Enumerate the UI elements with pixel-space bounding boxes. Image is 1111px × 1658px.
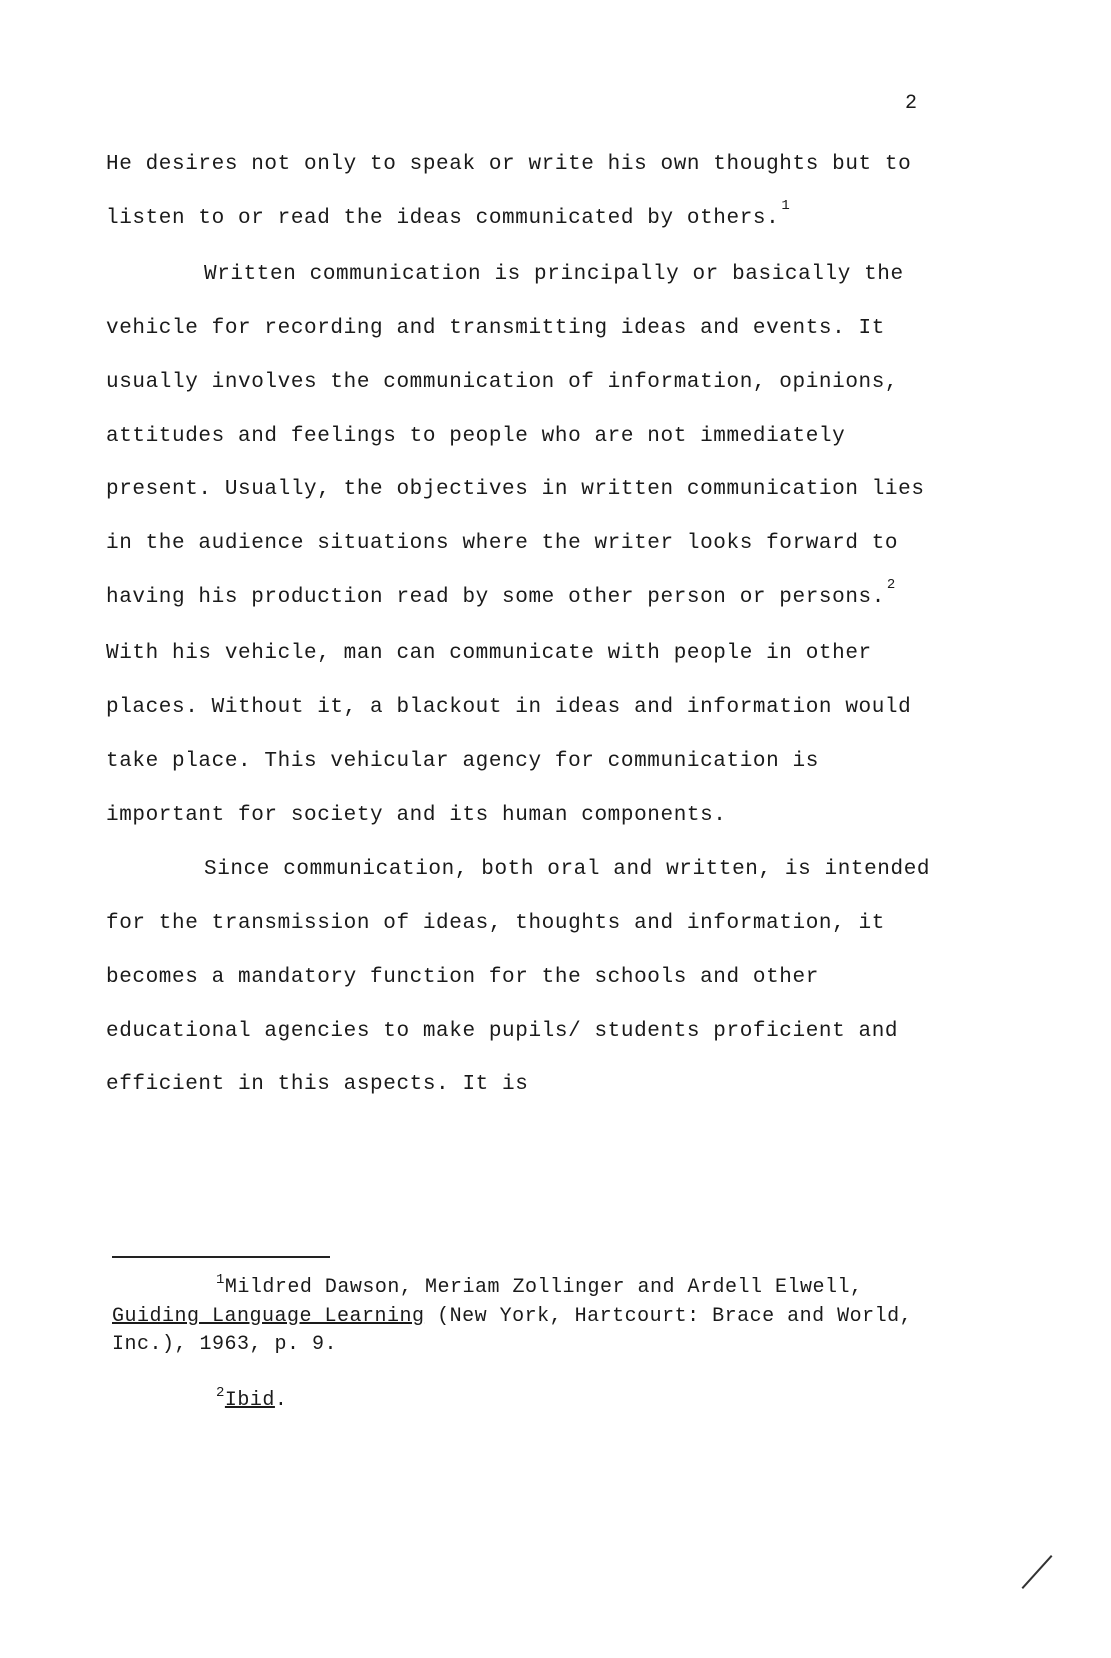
footnote-2-rest: . <box>274 1389 288 1412</box>
footnote-divider <box>112 1256 330 1258</box>
paragraph-1 <box>106 138 946 248</box>
paragraph-3-text: Since communication, both oral and written, is intended for the transmission of ideas, thoughts and information, it becomes a mandatory function for the schools and other educational agencies to make pupils/ students proficient and efficient in this aspects. It is <box>106 857 931 1097</box>
footnote-ref-1: 1 <box>781 197 791 214</box>
footnote-2-title: Ibid <box>224 1389 275 1412</box>
footnote-1 <box>112 1274 952 1359</box>
paragraph-2-text-a: Written communication is principally or basically the vehicle for recording and transmitting ideas and events. It usually involves the communication of information, opinions, attitudes and feelings to people who are not immediately present. Usually, the objectives in written communication lies in the audience situations where the writer looks forward to having his production read by some other person or persons. <box>106 262 925 610</box>
pen-mark <box>1022 1555 1053 1589</box>
footnote-ref-2: 2 <box>886 577 896 594</box>
footnote-1-title: Guiding Language Learning <box>112 1305 425 1328</box>
footnote-2-number: 2 <box>216 1385 225 1401</box>
footnote-1-authors: Mildred Dawson, Meriam Zollinger and Ardell Elwell, <box>224 1276 863 1299</box>
footnote-2 <box>112 1387 952 1416</box>
paragraph-1-text: He desires not only to speak or write his own thoughts but to listen to or read the ideas communicated by others. <box>106 153 912 230</box>
footnote-1-rest: (New York, Hartcourt: Brace and World, Inc.), 1963, p. 9. <box>112 1305 913 1356</box>
body-text <box>106 138 946 1112</box>
paragraph-2-text-b: With his vehicle, man can communicate with people in other places. Without it, a blackout in ideas and information would take place. This vehicular agency for communication is important for society and its human components. <box>106 642 912 827</box>
paragraph-2 <box>106 248 946 843</box>
paragraph-3 <box>106 843 946 1113</box>
footnotes <box>112 1274 952 1416</box>
page-number: 2 <box>905 92 918 115</box>
footnote-1-number: 1 <box>216 1272 225 1288</box>
